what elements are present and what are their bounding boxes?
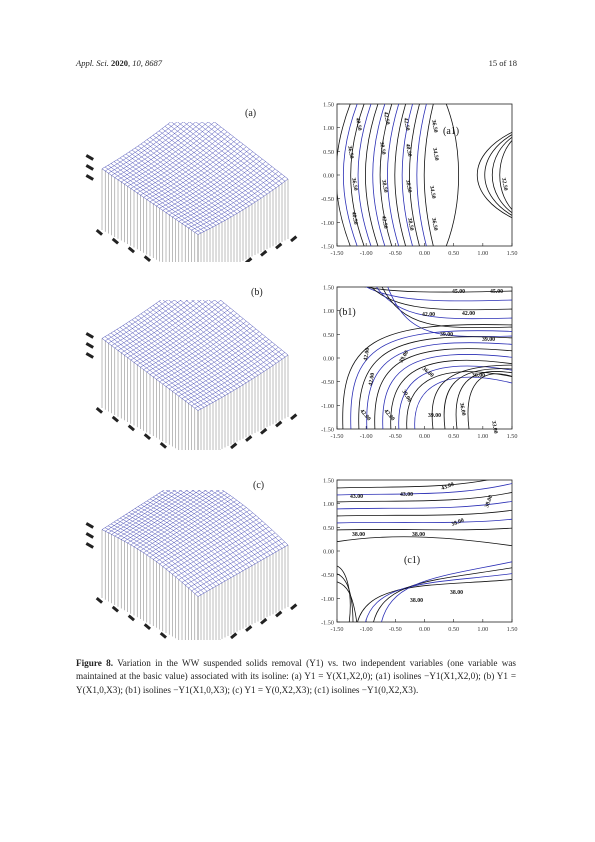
isoline-label: 38.00 bbox=[410, 598, 424, 604]
mesh-line bbox=[108, 335, 204, 408]
isoline-label: 36.50 bbox=[430, 119, 439, 134]
y-tick-label: 1.00 bbox=[323, 501, 334, 509]
journal-name: Appl. Sci. bbox=[76, 58, 109, 68]
isoline-label: 42.00 bbox=[368, 372, 377, 387]
isoline-label: 36.00 bbox=[472, 373, 486, 379]
isoline-label: 38.50 bbox=[380, 179, 389, 194]
y-tick-label: -0.50 bbox=[321, 572, 334, 580]
y-tick-label: -0.50 bbox=[321, 196, 334, 204]
axis-tick-mark bbox=[290, 603, 297, 610]
mesh-line bbox=[134, 303, 224, 363]
axis-tick-mark bbox=[86, 522, 94, 529]
mesh-line bbox=[192, 300, 288, 355]
x-tick-label: -0.50 bbox=[388, 433, 402, 440]
isoline-label: 34.50 bbox=[431, 147, 440, 162]
axis-tick-mark bbox=[86, 532, 94, 539]
mesh-line bbox=[168, 124, 264, 196]
axis-tick-mark bbox=[86, 164, 94, 171]
y-tick-label: -1.50 bbox=[321, 426, 334, 434]
figure-label: Figure 8. bbox=[76, 658, 114, 668]
isoline-label: 40.50 bbox=[404, 143, 413, 158]
mesh-line bbox=[128, 300, 218, 358]
isoline-label: 42.00 bbox=[462, 311, 476, 317]
isoline-label: 38.50 bbox=[404, 179, 413, 194]
isoline-label: 36.50 bbox=[350, 177, 359, 192]
mesh-line bbox=[147, 501, 243, 571]
isoline-label: 36.00 bbox=[420, 365, 435, 379]
isoline-label: 39.00 bbox=[482, 337, 496, 343]
mesh-line bbox=[129, 512, 225, 581]
mesh-line bbox=[144, 503, 240, 573]
isoline-label: 43.00 bbox=[350, 494, 364, 500]
mesh-line bbox=[135, 509, 231, 578]
isoline-label: 42.50 bbox=[402, 117, 411, 132]
contour-panel-label: (a1) bbox=[443, 126, 460, 137]
x-tick-label: 1.50 bbox=[506, 250, 518, 257]
isoline-label: 36.00 bbox=[458, 402, 467, 417]
axis-tick-mark bbox=[290, 413, 297, 420]
axis-tick-mark bbox=[86, 154, 94, 161]
x-tick-label: -1.00 bbox=[359, 250, 373, 257]
y-tick-label: 1.00 bbox=[323, 125, 334, 133]
y-tick-label: 1.50 bbox=[323, 477, 334, 485]
isoline-label: 36.50 bbox=[430, 217, 439, 232]
y-tick-label: 1.50 bbox=[323, 101, 334, 109]
caption-text: Variation in the WW suspended solids removal (Y1) vs. two independent variables (one variable was maintained at the basic value) associated with its isoline: (a) Y1 = Y(X1,X2,0); (a1) isolines −Y1(X1,X2,0); (b) Y1 = Y(X1,0,X3); (b1) isolines −Y1(X1,0,X3); (c) Y1 = Y(0,X2,X3); (c1) isolines −Y1(0,X2,X3). bbox=[76, 658, 517, 695]
x-tick-label: 0.00 bbox=[419, 626, 430, 633]
isoline-label: 42.50 bbox=[382, 111, 391, 126]
journal-article: 8687 bbox=[144, 58, 162, 68]
y-tick-label: 1.50 bbox=[323, 284, 334, 292]
mesh-line bbox=[117, 160, 213, 227]
surface-plot-b bbox=[84, 300, 304, 450]
journal-volume: 10 bbox=[132, 58, 141, 68]
isoline-label: 33.00 bbox=[490, 420, 499, 435]
mesh-line bbox=[192, 174, 282, 230]
isoline-label: 39.00 bbox=[440, 332, 454, 338]
isoline-label: 45.00 bbox=[452, 289, 466, 295]
axis-tick-mark bbox=[86, 174, 94, 181]
page-number: 15 of 18 bbox=[488, 58, 517, 68]
isoline-label: 38.50 bbox=[406, 217, 415, 232]
mesh-line bbox=[174, 490, 270, 555]
y-tick-label: 0.00 bbox=[323, 355, 334, 363]
isoline-label: 39.00 bbox=[400, 389, 412, 404]
y-tick-label: -1.50 bbox=[321, 243, 334, 251]
y-tick-label: -1.00 bbox=[321, 595, 334, 603]
axis-tick-mark bbox=[86, 542, 94, 549]
surface-plot-c bbox=[84, 490, 304, 640]
surface-plot-a bbox=[84, 122, 304, 262]
mesh-line bbox=[118, 122, 208, 180]
isoline-label: 42.00 bbox=[422, 312, 436, 318]
x-tick-label: 0.00 bbox=[419, 433, 430, 440]
journal-citation: Appl. Sci. 2020, 10, 8687 bbox=[76, 58, 162, 68]
isoline-label: 39.00 bbox=[398, 349, 411, 364]
x-tick-label: 1.00 bbox=[477, 433, 489, 440]
mesh-line bbox=[177, 300, 273, 365]
contour-plot-a1 bbox=[312, 98, 520, 266]
axis-tick-mark bbox=[86, 332, 94, 339]
isoline-label: 42.00 bbox=[358, 408, 372, 423]
mesh-line bbox=[189, 300, 285, 357]
isoline-label: 39.00 bbox=[428, 413, 442, 419]
mesh-line bbox=[140, 308, 230, 367]
x-tick-label: -1.50 bbox=[330, 626, 344, 633]
x-tick-label: 1.50 bbox=[506, 433, 518, 440]
mesh-line bbox=[141, 505, 237, 575]
y-tick-label: 0.50 bbox=[323, 524, 334, 532]
y-tick-label: 0.00 bbox=[323, 172, 334, 180]
isoline-label: 38.00 bbox=[450, 590, 464, 596]
isoline-label: 42.00 bbox=[382, 408, 396, 423]
contour-panel-label: (c1) bbox=[404, 555, 421, 566]
contour-plot-b1 bbox=[312, 281, 520, 456]
y-tick-label: -0.50 bbox=[321, 379, 334, 387]
y-tick-label: 0.50 bbox=[323, 148, 334, 156]
isoline-label: 38.00 bbox=[450, 517, 465, 528]
mesh-line bbox=[150, 316, 240, 375]
x-tick-label: -1.00 bbox=[359, 626, 373, 633]
axis-tick-mark bbox=[86, 352, 94, 359]
mesh-line bbox=[140, 134, 230, 195]
x-tick-label: -1.50 bbox=[330, 433, 344, 440]
mesh-line bbox=[147, 313, 237, 372]
x-tick-label: -0.50 bbox=[388, 250, 402, 257]
contour-panel-label: (b1) bbox=[339, 307, 356, 318]
mesh-line bbox=[137, 132, 227, 193]
isoline-label: 36.50 bbox=[346, 145, 355, 160]
isoline-label: 40.50 bbox=[354, 117, 363, 132]
x-tick-label: -0.50 bbox=[388, 626, 402, 633]
mesh-line bbox=[137, 306, 227, 365]
x-tick-label: 1.00 bbox=[477, 250, 489, 257]
isoline-label: 38.00 bbox=[412, 532, 426, 538]
x-tick-label: -1.50 bbox=[330, 250, 344, 257]
x-tick-label: 1.50 bbox=[506, 626, 518, 633]
contour-plot-c1 bbox=[312, 474, 520, 644]
isoline-label: 43.00 bbox=[400, 492, 414, 498]
isoline-label: 38.00 bbox=[352, 532, 366, 538]
x-tick-label: 0.50 bbox=[448, 433, 460, 440]
mesh-line bbox=[134, 129, 224, 190]
isoline-label: 43.00 bbox=[440, 481, 455, 492]
isoline-label: 42.00 bbox=[363, 347, 372, 362]
y-tick-label: 1.00 bbox=[323, 308, 334, 316]
panel-label-b: (b) bbox=[251, 287, 263, 298]
mesh-line bbox=[144, 311, 234, 370]
isoline-label: 38.00 bbox=[484, 494, 495, 509]
mesh-line bbox=[165, 126, 261, 198]
y-tick-label: -1.00 bbox=[321, 402, 334, 410]
x-tick-label: 0.50 bbox=[448, 626, 460, 633]
mesh-line bbox=[153, 319, 243, 377]
mesh-line bbox=[147, 139, 237, 199]
mesh-line bbox=[180, 300, 276, 363]
mesh-line bbox=[132, 510, 228, 579]
isoline-label: 32.50 bbox=[500, 177, 509, 192]
isoline-label: 38.50 bbox=[378, 141, 387, 156]
mesh-line bbox=[165, 490, 261, 560]
y-tick-label: 0.50 bbox=[323, 331, 334, 339]
axis-tick-mark bbox=[86, 342, 94, 349]
figure-caption bbox=[76, 657, 516, 697]
isoline-label: 42.50 bbox=[380, 215, 389, 230]
x-tick-label: 0.50 bbox=[448, 250, 460, 257]
isoline-label: 34.50 bbox=[428, 185, 437, 200]
mesh-line bbox=[156, 321, 246, 379]
y-tick-label: -1.00 bbox=[321, 219, 334, 227]
x-tick-label: 1.00 bbox=[477, 626, 489, 633]
isoline-label: 40.50 bbox=[350, 211, 359, 226]
y-tick-label: 0.00 bbox=[323, 548, 334, 556]
isoline-label: 45.00 bbox=[490, 289, 504, 295]
journal-year: 2020 bbox=[110, 58, 128, 68]
panel-label-c: (c) bbox=[253, 480, 265, 491]
mesh-line bbox=[138, 507, 234, 576]
mesh-line bbox=[171, 122, 267, 194]
x-tick-label: -1.00 bbox=[359, 433, 373, 440]
mesh-line bbox=[144, 137, 234, 198]
y-tick-label: -1.50 bbox=[321, 619, 334, 627]
axis-tick-mark bbox=[290, 235, 297, 242]
x-tick-label: 0.00 bbox=[419, 250, 430, 257]
panel-label-a: (a) bbox=[245, 108, 257, 119]
